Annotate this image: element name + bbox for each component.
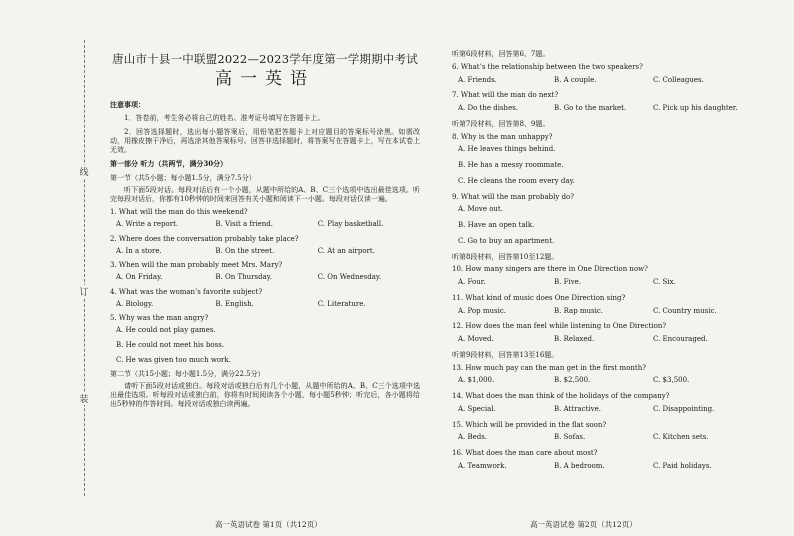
- question-text: 7. What will the man do next?: [452, 91, 559, 100]
- question-text: 15. Which will be provided in the flat soon?: [452, 420, 607, 429]
- section2-title: 第二节（共15小题；每小题1.5分，满分22.5分）: [110, 370, 265, 379]
- right-column: [452, 46, 752, 478]
- exam-title: 唐山市十县一中联盟2022—2023学年度第一学期期中考试: [112, 52, 418, 66]
- option-c: C. Disappointing.: [653, 404, 715, 413]
- binding-mark-line: 线: [75, 165, 93, 178]
- left-column: [110, 48, 420, 413]
- question-9: [452, 193, 752, 246]
- option-c: C. He was given too much work.: [116, 355, 231, 364]
- question-13: [452, 364, 752, 386]
- option-a: A. Biology.: [116, 299, 154, 308]
- option-c: C. Play basketball.: [317, 220, 384, 229]
- option-b: B. Visit a friend.: [215, 220, 273, 229]
- question-text: 3. When will the man probably meet Mrs. Mary?: [110, 261, 283, 270]
- option-a: A. Do the dishes.: [458, 104, 519, 112]
- question-4: [110, 288, 420, 309]
- material-8-heading: 听第8段材料，回答第10至12题。: [452, 252, 559, 261]
- option-b: B. Attractive.: [554, 404, 601, 413]
- option-a: A. Moved.: [458, 335, 494, 343]
- option-a: A. Move out.: [458, 205, 503, 214]
- notice-item-1: 1．答卷前，考生务必将自己的姓名、准考证号填写在答题卡上。: [124, 114, 325, 123]
- question-6: [452, 63, 752, 85]
- option-c: C. Country music.: [653, 306, 717, 315]
- question-10: [452, 265, 752, 287]
- option-c: C. Literature.: [317, 299, 366, 308]
- page-footer-2: 高一英语试卷 第2页（共12页）: [530, 520, 637, 529]
- question-text: 14. What does the man think of the holidays of the company?: [452, 392, 670, 400]
- question-14: [452, 392, 752, 414]
- option-a: A. $1,000.: [458, 376, 495, 385]
- option-c: C. Colleagues.: [653, 75, 704, 84]
- question-text: 4. What was the woman’s favorite subject?: [110, 287, 263, 296]
- option-a: A. On Friday.: [116, 273, 163, 282]
- option-b: B. Relaxed.: [554, 335, 595, 343]
- question-text: 2. Where does the conversation probably take place?: [110, 234, 299, 243]
- option-a: A. Write a report.: [116, 220, 179, 229]
- section1-title: 第一节（共5小题；每小题1.5分，满分7.5分）: [110, 174, 256, 183]
- question-16: [452, 449, 752, 471]
- question-2: [110, 235, 420, 256]
- material-9-heading: 听第9段材料，回答第13至16题。: [452, 350, 559, 359]
- question-text: 13. How much pay can the man get in the first month?: [452, 363, 646, 372]
- option-c: C. Paid holidays.: [653, 461, 712, 470]
- option-c: C. On Wednesday.: [317, 273, 382, 282]
- option-b: B. Sofas.: [554, 433, 586, 442]
- question-text: 10. How many singers are there in One Direction now?: [452, 265, 648, 274]
- option-b: B. Have an open talk.: [458, 221, 535, 229]
- option-b: B. A bedroom.: [554, 461, 605, 470]
- question-text: 12. How does the man feel while listening to One Direction?: [452, 322, 667, 331]
- question-text: 6. What’s the relationship between the two speakers?: [452, 62, 643, 71]
- option-b: B. He has a messy roommate.: [458, 161, 564, 169]
- option-c: C. Six.: [653, 278, 676, 286]
- subject-title: 高一英语: [215, 69, 315, 90]
- question-text: 11. What kind of music does One Direction sing?: [452, 293, 626, 302]
- material-6-heading: 听第6段材料，回答第6、7题。: [452, 50, 550, 58]
- option-c: C. Go to buy an apartment.: [458, 236, 555, 245]
- question-text: 9. What will the man probably do?: [452, 192, 575, 201]
- option-b: B. $2,500.: [554, 376, 591, 385]
- notice-heading: 注意事项：: [110, 99, 145, 109]
- option-c: C. $3,500.: [653, 376, 690, 385]
- option-b: B. A couple.: [554, 75, 597, 84]
- option-a: A. Friends.: [458, 75, 497, 84]
- question-11: [452, 294, 752, 316]
- notice-item-2: 2．回答选择题时，选出每小题答案后，用铅笔把答题卡上对应题目的答案标号涂黑。如需改动，用橡皮擦干净后，再选涂其他答案标号。回答非选择题时，将答案写在答题卡上，写在本试卷上无效。: [110, 128, 420, 154]
- option-b: B. He could not meet his boss.: [116, 340, 225, 349]
- question-text: 5. Why was the man angry?: [110, 314, 209, 323]
- option-c: C. Kitchen sets.: [653, 433, 709, 442]
- page-footer-1: 高一英语试卷 第1页（共12页）: [215, 520, 322, 529]
- option-a: A. Four.: [458, 278, 486, 286]
- question-5: [110, 314, 420, 364]
- question-1: [110, 208, 420, 229]
- question-8: [452, 133, 752, 186]
- option-a: A. Pop music.: [458, 306, 506, 315]
- option-a: A. Beds.: [458, 433, 488, 442]
- option-c: C. Pick up his daughter.: [653, 104, 738, 112]
- option-c: C. At an airport.: [317, 246, 375, 255]
- option-b: B. Go to the market.: [554, 104, 627, 112]
- question-7: [452, 91, 752, 113]
- option-b: B. Rap music.: [554, 306, 604, 315]
- material-7-heading: 听第7段材料，回答第8、9题。: [452, 119, 550, 128]
- option-a: A. He leaves things behind.: [458, 145, 556, 154]
- question-text: 1. What will the man do this weekend?: [110, 208, 248, 217]
- binding-line: [84, 40, 85, 496]
- question-12: [452, 322, 752, 344]
- option-a: A. Special.: [458, 404, 496, 413]
- option-c: C. He cleans the room every day.: [458, 176, 575, 185]
- part1-title: 第一部分 听力（共两节，满分30分）: [110, 159, 228, 169]
- question-15: [452, 421, 752, 443]
- question-3: [110, 261, 420, 282]
- binding-mark-order: 订: [75, 285, 93, 298]
- option-b: B. English.: [215, 299, 254, 308]
- option-c: C. Encouraged.: [653, 335, 708, 343]
- option-a: A. Teamwork.: [458, 461, 507, 470]
- section2-instructions: 请听下面5段对话或独白。每段对话或独白后有几个小题，从题中所给的A、B、C三个选项中选出最佳选项。听每段对话或独白前，你将有时间阅读各个小题，每小题5秒钟；听完后，各小题将给出5秒钟的作答时间。每段对话或独白读两遍。: [110, 382, 420, 408]
- option-b: B. On the street.: [215, 246, 275, 255]
- question-text: 8. Why is the man unhappy?: [452, 132, 553, 141]
- option-a: A. In a store.: [116, 246, 162, 255]
- option-a: A. He could not play games.: [116, 326, 216, 335]
- section1-instructions: 听下面5段对话。每段对话后有一个小题，从题中所给的A、B、C三个选项中选出最佳选项。听完每段对话后，你都有10秒钟的时间来回答有关小题和阅读下一小题。每段对话仅读一遍。: [110, 185, 420, 203]
- question-text: 16. What does the man care about most?: [452, 449, 598, 457]
- option-b: B. Five.: [554, 278, 582, 286]
- binding-mark-bind: 装: [75, 392, 93, 405]
- option-b: B. On Thursday.: [215, 273, 272, 282]
